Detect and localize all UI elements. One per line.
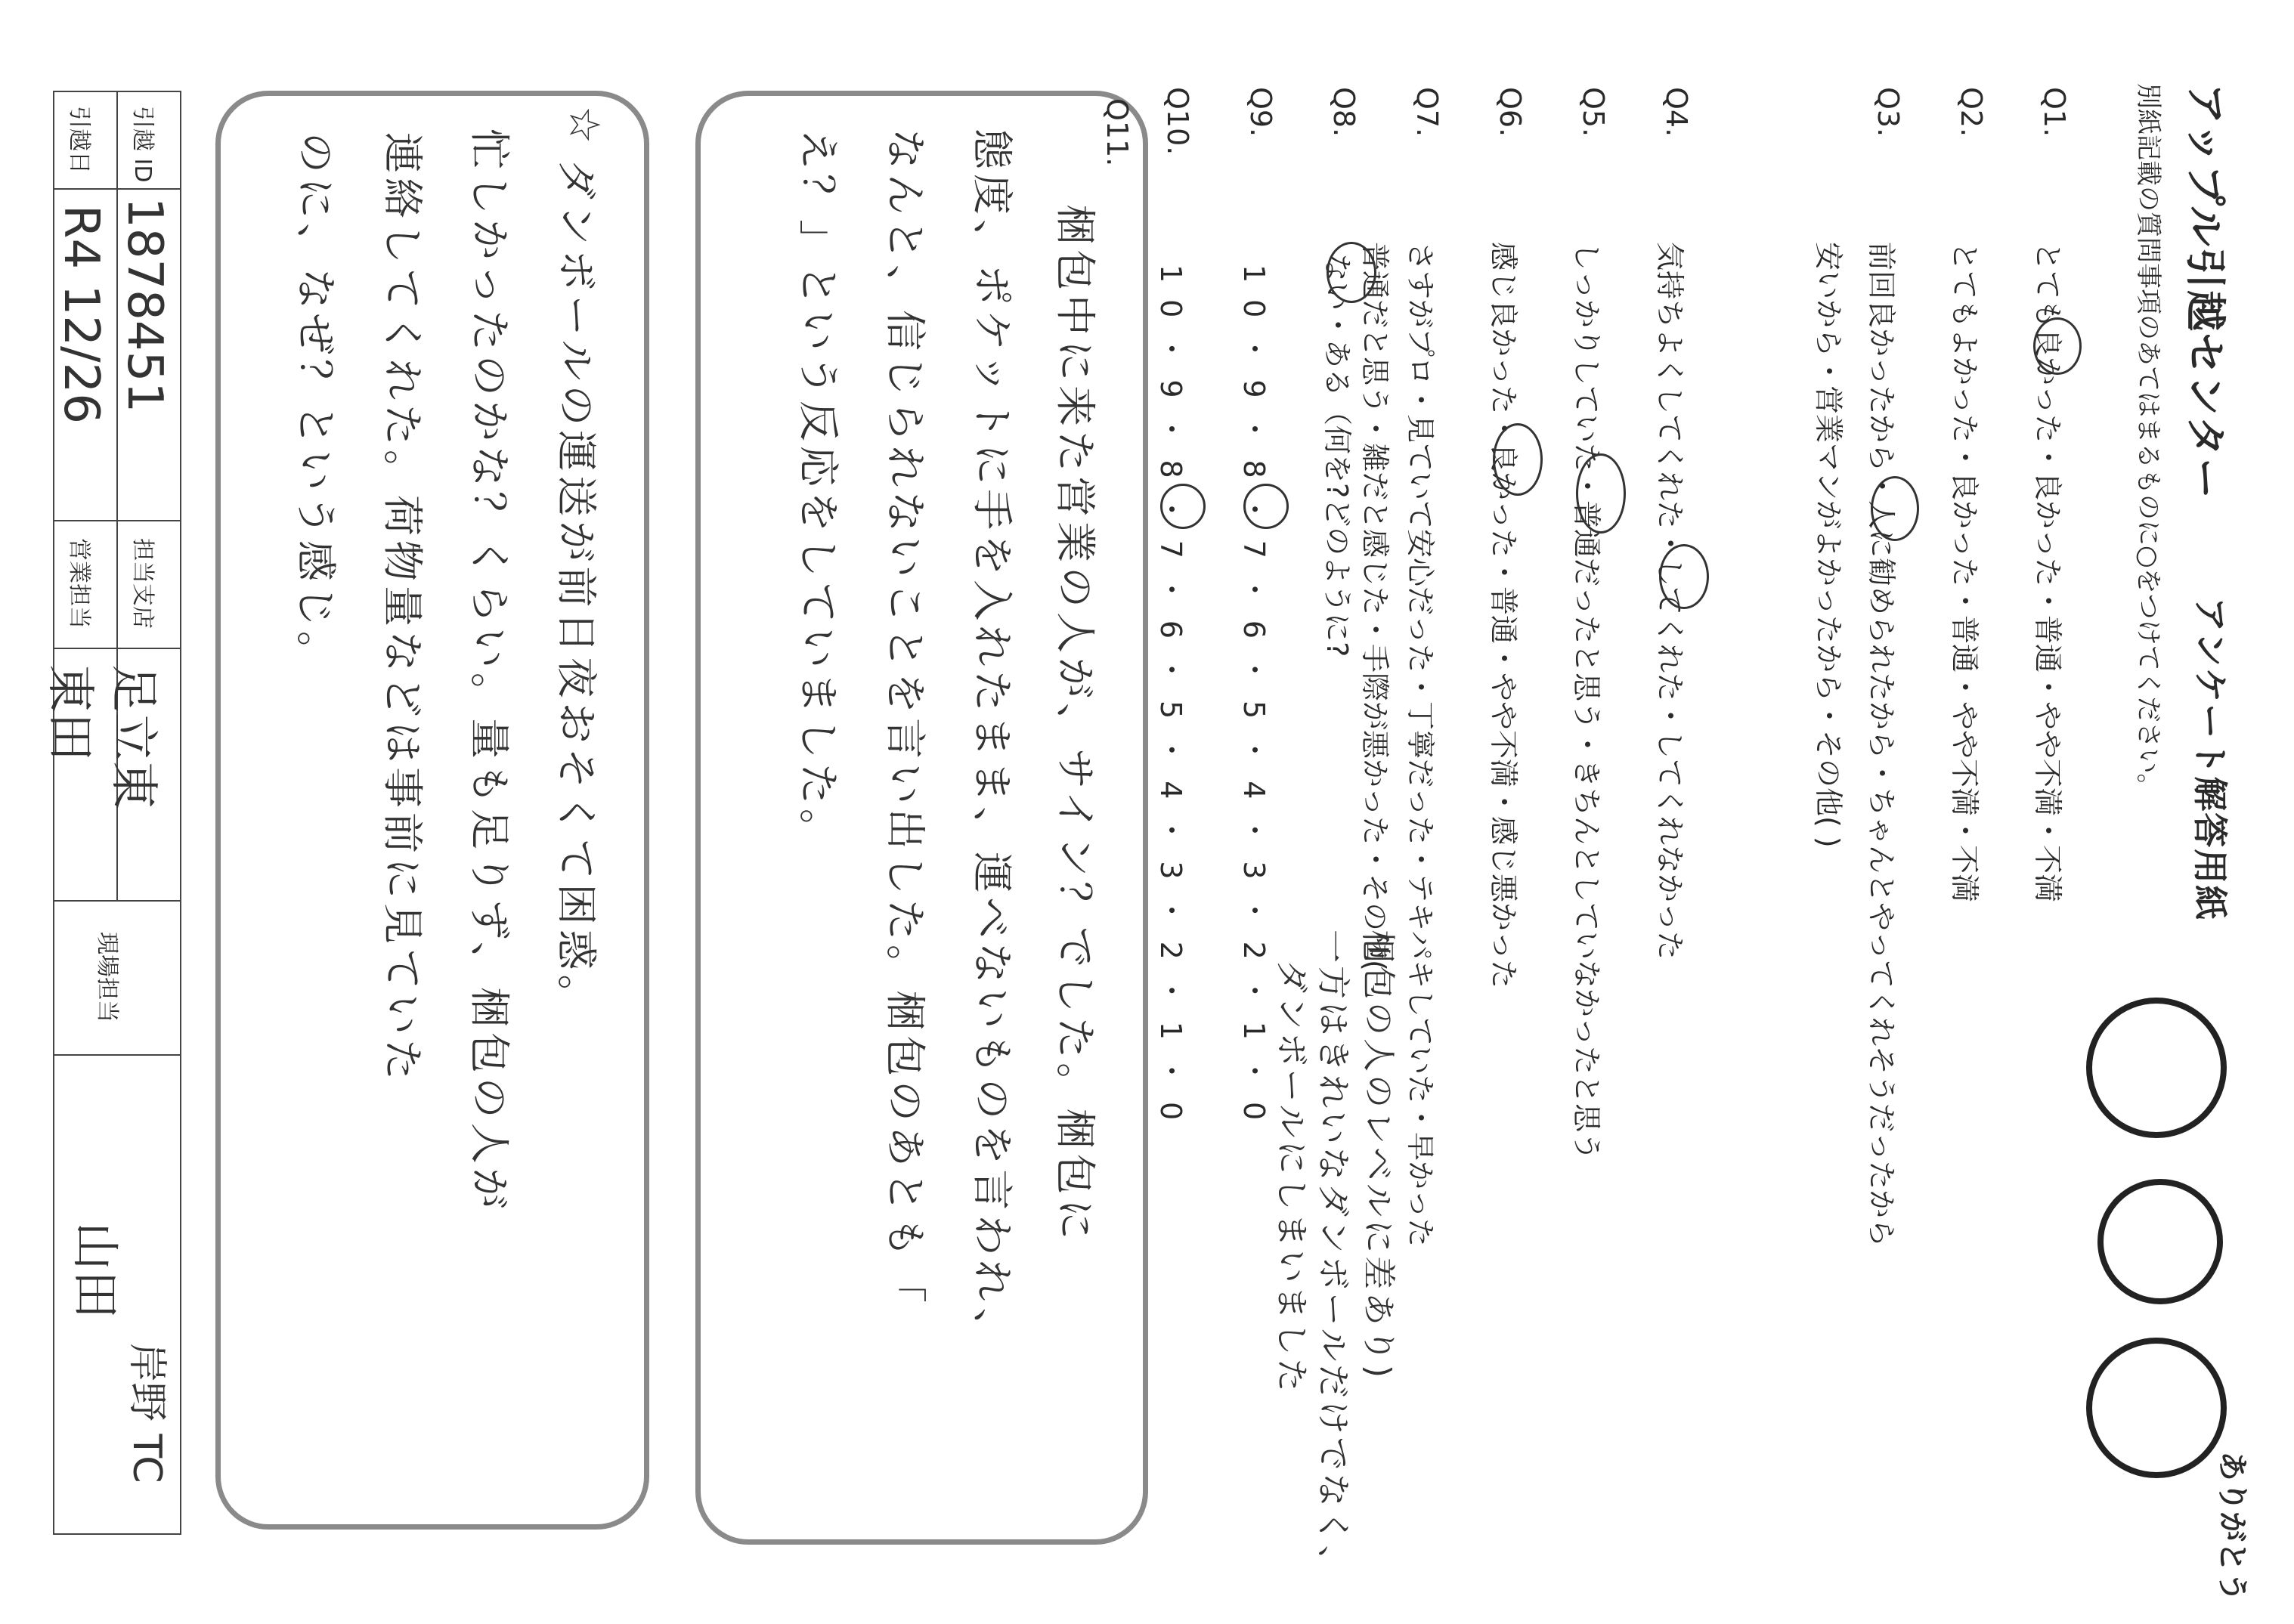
q8-label: Q8. xyxy=(1327,87,1361,138)
move-id-value: 1878451 xyxy=(116,197,172,413)
move-date-value: R4 12/26 xyxy=(53,205,109,424)
q10-label: Q10. xyxy=(1161,87,1194,156)
comment-line-4: のに、なぜ？という感じ。 xyxy=(292,132,339,676)
q3-text-2: 安いから・営業マンがよかったから・その他( ) xyxy=(1812,242,1845,848)
q6-answer-circle xyxy=(1493,423,1543,496)
site-label-cell xyxy=(54,901,181,1055)
q1-text: とても良かった・良かった・普通・やや不満・不満 xyxy=(2031,242,2064,903)
form-title: アンケート解答用紙 xyxy=(2190,597,2231,922)
q10-text: 10・9・8・7・6・5・4・3・2・1・0 xyxy=(1154,264,1187,1137)
move-id-label: 引越 ID xyxy=(129,106,156,183)
mascot-face-1 xyxy=(2086,998,2227,1138)
q8-answer-circle xyxy=(1327,242,1376,303)
q2-text: とてもよかった・良かった・普通・やや不満・不満 xyxy=(1948,242,1981,903)
q11-line-1: 梱包中に来た営業の人が、サイン？でした。梱包に xyxy=(1051,204,1099,1245)
q1-answer-circle xyxy=(2033,317,2082,375)
move-date-label-cell xyxy=(54,91,117,189)
q9-text: 10・9・8・7・6・5・4・3・2・1・0 xyxy=(1237,264,1271,1137)
move-date-label: 引越日 xyxy=(66,106,92,174)
site-label: 現場担当 xyxy=(94,932,120,1022)
comment-line-2: 忙しかったのかな？くらい。量も足りず、梱包の人が xyxy=(466,128,513,1214)
mascot-face-3 xyxy=(2086,1338,2227,1478)
q11-line-4: え？」という反応をしていました。 xyxy=(794,128,842,854)
q4-label: Q4. xyxy=(1660,87,1693,138)
move-id-label-cell xyxy=(117,91,181,189)
site-value-cell xyxy=(54,1055,181,1534)
mascot-face-2 xyxy=(2097,1179,2223,1304)
q3-label: Q3. xyxy=(1871,87,1905,138)
site-value: 山田 xyxy=(67,1222,122,1319)
branch-value: 足立東 xyxy=(105,664,161,809)
q11-line-3: なんと、信じられないことを言い出した。梱包のあとも「 xyxy=(881,128,929,1307)
q11-line-2: 態度、ポケットに手を入れたまま、運べないものを言われ、 xyxy=(968,128,1016,1353)
move-id-value-cell xyxy=(117,189,181,521)
q3-text-1: 前回良かったから・人に勧められたから・ちゃんとやってくれそうだったから xyxy=(1865,242,1898,1248)
q7-label: Q7. xyxy=(1410,87,1444,138)
q4-answer-circle xyxy=(1659,544,1709,609)
q7-handwritten-2: 一方はきれいなダンボールだけでなく、 xyxy=(1314,930,1352,1582)
branch-label: 担当支店 xyxy=(129,538,156,629)
branch-label-cell xyxy=(117,521,181,648)
sales-value: 東田 xyxy=(42,664,98,761)
q10-answer-circle xyxy=(1160,484,1206,529)
q9-label: Q9. xyxy=(1244,87,1277,138)
q7-text-2: 普通だと思う・雑だと感じた・手際が悪かった・その他( xyxy=(1358,242,1392,971)
q5-text: しっかりしていた・普通だったと思う・きちんとしていなかったと思う xyxy=(1570,242,1603,1162)
star-mark: ☆ xyxy=(559,106,608,149)
site-value-2: 岸野 TC xyxy=(124,1343,169,1483)
q5-answer-circle xyxy=(1576,453,1626,534)
instruction-text: 別紙記載の質問事項のあてはまるものに○をつけてください。 xyxy=(2133,83,2163,800)
brand-title: アップル引越センター xyxy=(2181,83,2229,500)
q7-text-1: さすがプロ・見ていて安心だった・丁寧だった・テキパキしていた・早かった xyxy=(1404,242,1437,1248)
q5-label: Q5. xyxy=(1577,87,1610,138)
q11-label: Q11. xyxy=(1101,98,1134,167)
q6-text: 感じ良かった・良かった・普通・やや不満・感じ悪かった xyxy=(1487,242,1520,989)
q7-handwritten-1: 梱包の人のレベルに差あり) xyxy=(1359,930,1398,1381)
q2-label: Q2. xyxy=(1955,87,1988,138)
comment-line-1: ダンボールの運送が前日夜おそくて困惑。 xyxy=(553,159,600,1020)
sales-label-cell xyxy=(54,521,117,648)
q9-answer-circle xyxy=(1243,484,1289,529)
thanks-text: ありがとう xyxy=(2215,1451,2249,1602)
q4-text: 気持ちよくしてくれた・してくれた・してくれなかった xyxy=(1653,242,1686,960)
info-table xyxy=(42,91,181,1535)
q1-label: Q1. xyxy=(2038,87,2071,138)
move-date-value-cell xyxy=(54,189,117,521)
branch-value-cell xyxy=(105,648,181,901)
q7-handwritten-3: ダンボールにしまいました xyxy=(1272,960,1311,1395)
comment-line-3: 連絡してくれた。荷物量などは事前に見ていた xyxy=(379,132,426,1084)
q3-answer-circle xyxy=(1871,476,1919,541)
sales-label: 営業担当 xyxy=(66,538,92,629)
q8-text: ない・ある（何を?どのように? xyxy=(1320,253,1354,657)
q6-label: Q6. xyxy=(1494,87,1527,138)
